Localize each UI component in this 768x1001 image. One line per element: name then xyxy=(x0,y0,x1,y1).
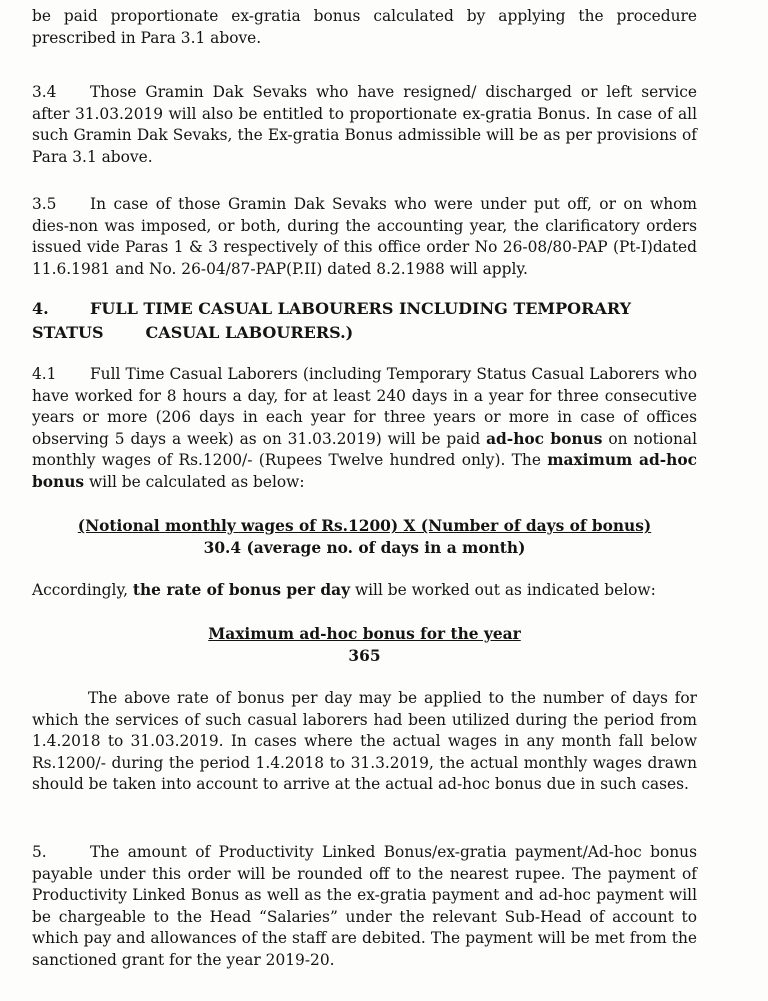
paragraph-number: 3.4 xyxy=(32,83,57,101)
paragraph-bold-term: ad-hoc bonus xyxy=(486,429,603,448)
paragraph-text: will be worked out as indicated below: xyxy=(350,581,656,599)
paragraph-bold-term: the rate of bonus per day xyxy=(132,581,351,599)
section-heading-status: STATUS xyxy=(32,323,104,342)
paragraph-text: on notional monthly wages of Rs.1200/- (Rupees Twelve hundred only). The xyxy=(32,429,697,470)
paragraph-text: The above rate of bonus per day may be applied to the number of days for which the services of such casual laborers had been utilized during the period from 1.4.2018 to 31.03.2019. In cases where the actual wages in any month fall below Rs.1200/- during the period 1.4.2018 to 31.3.2019, the actual monthly wages drawn should be taken into account to arrive at the actual ad-hoc bonus due in such cases. xyxy=(32,689,697,794)
paragraph-continuation-text: be paid proportionate ex-gratia bonus calculated by applying the procedure prescribed in Para 3.1 above. xyxy=(32,7,697,47)
paragraph-4-1 xyxy=(32,364,697,494)
paragraph-text: will be calculated as below: xyxy=(84,472,305,491)
formula-denominator: 30.4 (average no. of days in a month) xyxy=(203,539,526,557)
section-heading-line2 xyxy=(32,321,697,345)
paragraph-number: 3.5 xyxy=(32,195,57,213)
formula-numerator: Maximum ad-hoc bonus for the year xyxy=(208,625,521,643)
section-heading-casual: CASUAL LABOURERS.) xyxy=(145,323,354,342)
paragraph-number: 5. xyxy=(32,843,47,861)
paragraph-text: In case of those Gramin Dak Sevaks who were under put off, or on whom dies-non was imposed, or both, during the accounting year, the clarificatory orders issued vide Paras 1 & 3 respectively of this office order No 26-08/80-PAP (Pt-I)dated 11.6.1981 and No. 26-04/87-PAP(P.II) dated 8.2.1988 will apply. xyxy=(32,195,697,278)
formula-denominator: 365 xyxy=(348,647,381,665)
section-4-heading xyxy=(32,297,697,345)
paragraph-text: Those Gramin Dak Sevaks who have resigned/ discharged or left service after 31.03.2019 will also be entitled to proportionate ex-gratia Bonus. In case of all such Gramin Dak Sevaks, the Ex-gratia Bonus admissible will be as per provisions of Para 3.1 above. xyxy=(32,83,697,166)
paragraph-number: 4.1 xyxy=(32,365,57,383)
formula-rate-per-day xyxy=(32,623,697,667)
paragraph-5 xyxy=(32,842,697,972)
paragraph-rate-application xyxy=(32,688,697,796)
paragraph-text: The amount of Productivity Linked Bonus/ex-gratia payment/Ad-hoc bonus payable under this order will be rounded off to the nearest rupee. The payment of Productivity Linked Bonus as well as the ex-gratia payment and ad-hoc payment will be chargeable to the Head “Salaries” under the relevant Sub-Head of account to which pay and allowances of the staff are debited. The payment will be met from the sanctioned grant for the year 2019-20. xyxy=(32,843,697,969)
paragraph-bold-term: maximum ad-hoc bonus xyxy=(32,451,697,491)
formula-numerator: (Notional monthly wages of Rs.1200) X (Number of days of bonus) xyxy=(77,517,652,535)
paragraph-text: Accordingly, xyxy=(32,581,133,599)
section-heading-line1: FULL TIME CASUAL LABOURERS INCLUDING TEMPORARY xyxy=(90,299,632,318)
paragraph-accordingly xyxy=(32,580,697,602)
paragraph-3-4 xyxy=(32,82,697,168)
section-number: 4. xyxy=(32,299,49,318)
formula-max-bonus xyxy=(32,515,697,559)
paragraph-text: Full Time Casual Laborers (including Temporary Status Casual Laborers who have worked for 8 hours a day, for at least 240 days in a year for three consecutive years or more (206 days in each year for three years or more in case of offices observing 5 days a week) as on 31.03.2019) will be paid xyxy=(32,365,697,448)
paragraph-continuation xyxy=(32,6,697,49)
paragraph-3-5 xyxy=(32,194,697,280)
